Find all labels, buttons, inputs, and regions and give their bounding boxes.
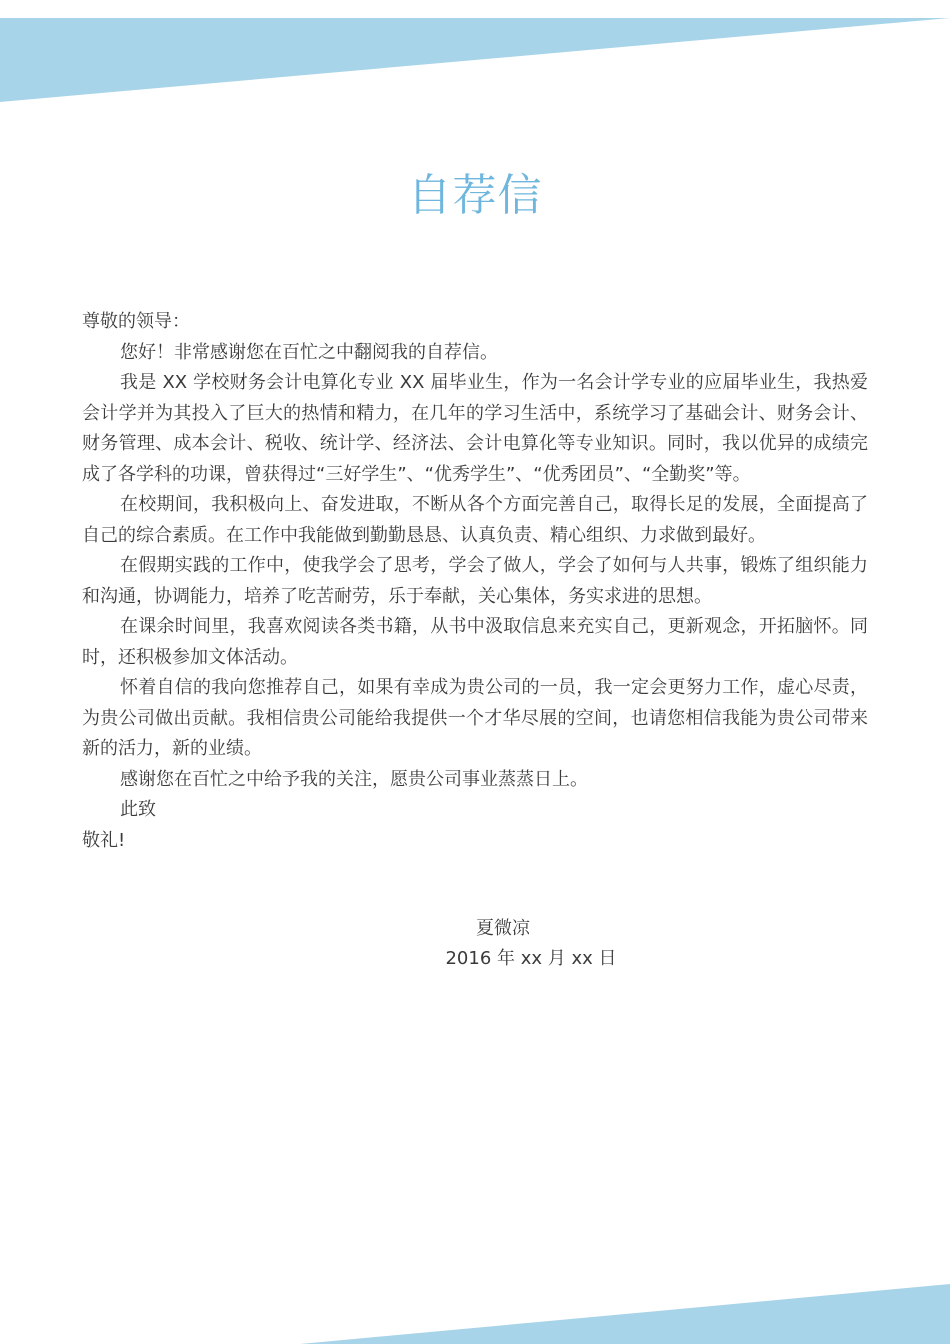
- salutation: 尊敬的领导：: [82, 311, 190, 332]
- paragraph: 在课余时间里，我喜欢阅读各类书籍，从书中汲取信息来充实自己，更新观念，开拓脑怀。同时，还积极参加文体活动。: [82, 616, 868, 668]
- paragraph: 感谢您在百忙之中给予我的关注，愿贵公司事业蒸蒸日上。: [120, 768, 588, 790]
- page-title: 自荐信: [407, 170, 543, 221]
- bottom-decorative-band: [0, 1284, 950, 1344]
- signature-name: 夏微凉: [476, 918, 530, 939]
- letter-body: [82, 307, 868, 856]
- signature-date: 2016 年 xx 月 xx 日: [445, 948, 617, 969]
- paragraph: 在假期实践的工作中，使我学会了思考，学会了做人，学会了如何与人共事，锻炼了组织能力和沟通，协调能力，培养了吃苦耐劳，乐于奉献，关心集体，务实求进的思想。: [82, 555, 868, 607]
- paragraph: 我是 XX 学校财务会计电算化专业 XX 届毕业生，作为一名会计学专业的应届毕业生，我热爱会计学并为其投入了巨大的热情和精力，在几年的学习生活中，系统学习了基础会计、财务会计、财务管理、成本会计、税收、统计学、经济法、会计电算化等专业知识。同时，我以优异的成绩完成了各学科的功课，曾获得过“三好学生”、“优秀学生”、“优秀团员”、“全勤奖”等。: [82, 372, 868, 485]
- regards: 敬礼!: [82, 829, 126, 851]
- paragraph: 您好！非常感谢您在百忙之中翻阅我的自荐信。: [120, 341, 498, 363]
- paragraph: 怀着自信的我向您推荐自己，如果有幸成为贵公司的一员，我一定会更努力工作，虚心尽责，为贵公司做出贡献。我相信贵公司能给我提供一个才华尽展的空间，也请您相信我能为贵公司带来新的活力，新的业绩。: [82, 677, 868, 759]
- closing: 此致: [120, 799, 156, 820]
- top-decorative-band: [0, 0, 950, 110]
- paragraph: 在校期间，我积极向上、奋发进取，不断从各个方面完善自己，取得长足的发展，全面提高了自己的综合素质。在工作中我能做到勤勤恳恳、认真负责、精心组织、力求做到最好。: [82, 494, 868, 546]
